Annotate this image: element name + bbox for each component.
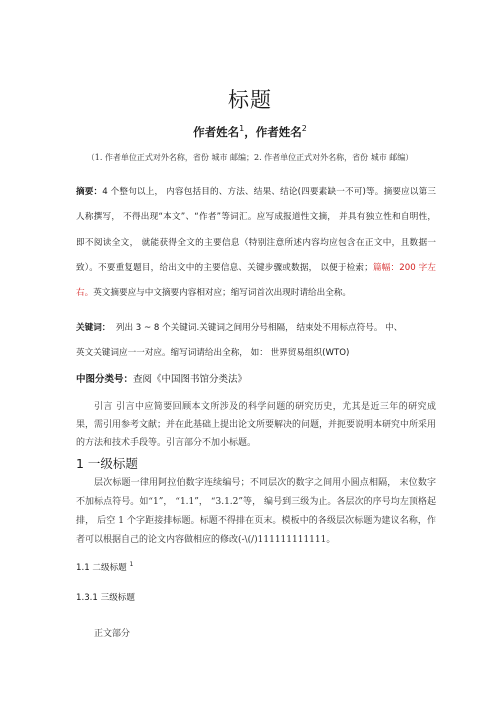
affiliation-marker: 1	[239, 124, 245, 134]
keywords-line-1	[76, 321, 402, 333]
abstract-text-tail: 英文摘要应与中文摘要内容相对应；缩写词首次出现时请给出全称。	[93, 288, 352, 299]
heading-level-2	[76, 561, 133, 573]
author-name: 作者姓名	[193, 125, 240, 139]
affiliation-line: （1. 作者单位正式对外名称，省份 城市 邮编；2. 作者单位正式对外名称，省份 城市 邮编）	[86, 153, 414, 162]
classification-line	[76, 371, 247, 385]
abstract-label: 摘要：	[76, 187, 103, 197]
author-name: 作者姓名	[255, 125, 302, 139]
abstract-block	[76, 180, 436, 306]
abstract-text: 4 个整句以上， 内容包括目的、方法、结果、结论(四要素缺一不可)等。摘要应以第三人称撰写， 不得出现“本文”、“作者”等词汇。应写成报道性文摘， 并具有独立性和自明性， 即不阅读全文， 就能获得全文的主要信息（特别注意所述内容均应包含在正文中，且数据一致）。不要重复题目，给出文中的主要信息、关键步骤或数据， 以便于检索；	[76, 187, 436, 273]
classification-label: 中图分类号：	[76, 374, 134, 385]
body-text: 正文部分	[94, 629, 131, 639]
classification-value: 查阅《中国图书馆分类法》	[133, 374, 248, 385]
keywords-label: 关键词：	[76, 323, 111, 333]
keywords-text: 列出 3 ~ 8 个关键词.关键词之间用分号相隔， 结束处不用标点符号。 中、	[115, 323, 403, 333]
author-line	[0, 124, 500, 140]
footnote-marker: 1	[129, 561, 134, 569]
abstract-length-note: 篇幅：200 字左右。	[76, 262, 436, 299]
author-separator: ，	[244, 125, 256, 139]
body-paragraph: 层次标题一律用阿拉伯数字连续编号；不同层次的数字之间用小圆点相隔， 末位数字不加标点符号。如“1”， “1.1”， “3.1.2”等， 编号到三级为止。各层次的序号均左顶格起排， 后空 1 个字距接排标题。标题不得排在页末。模板中的各级层次标题为建议名称，作者可以根据自己的论文内容做相应的修改(-\(/)111111111111。	[76, 478, 436, 545]
affiliation-marker: 2	[301, 124, 307, 134]
heading-level-1: 1 一级标题	[76, 456, 138, 471]
keywords-line-2: 英文关键词应一一对应。缩写词请给出全称， 如： 世界贸易组织(WTO)	[76, 348, 350, 358]
heading-level-2-text: 1.1 二级标题	[76, 563, 127, 573]
heading-level-3: 1.3.1 三级标题	[76, 593, 135, 603]
introduction-paragraph: 引言 引言中应简要回顾本文所涉及的科学问题的研究历史，尤其是近三年的研究成果，需引用参考文献；并在此基础上提出论文所要解决的问题，并扼要说明本研究中所采用的方法和技术手段等。引言部分不加小标题。	[76, 402, 437, 448]
paper-title: 标题	[228, 88, 272, 112]
